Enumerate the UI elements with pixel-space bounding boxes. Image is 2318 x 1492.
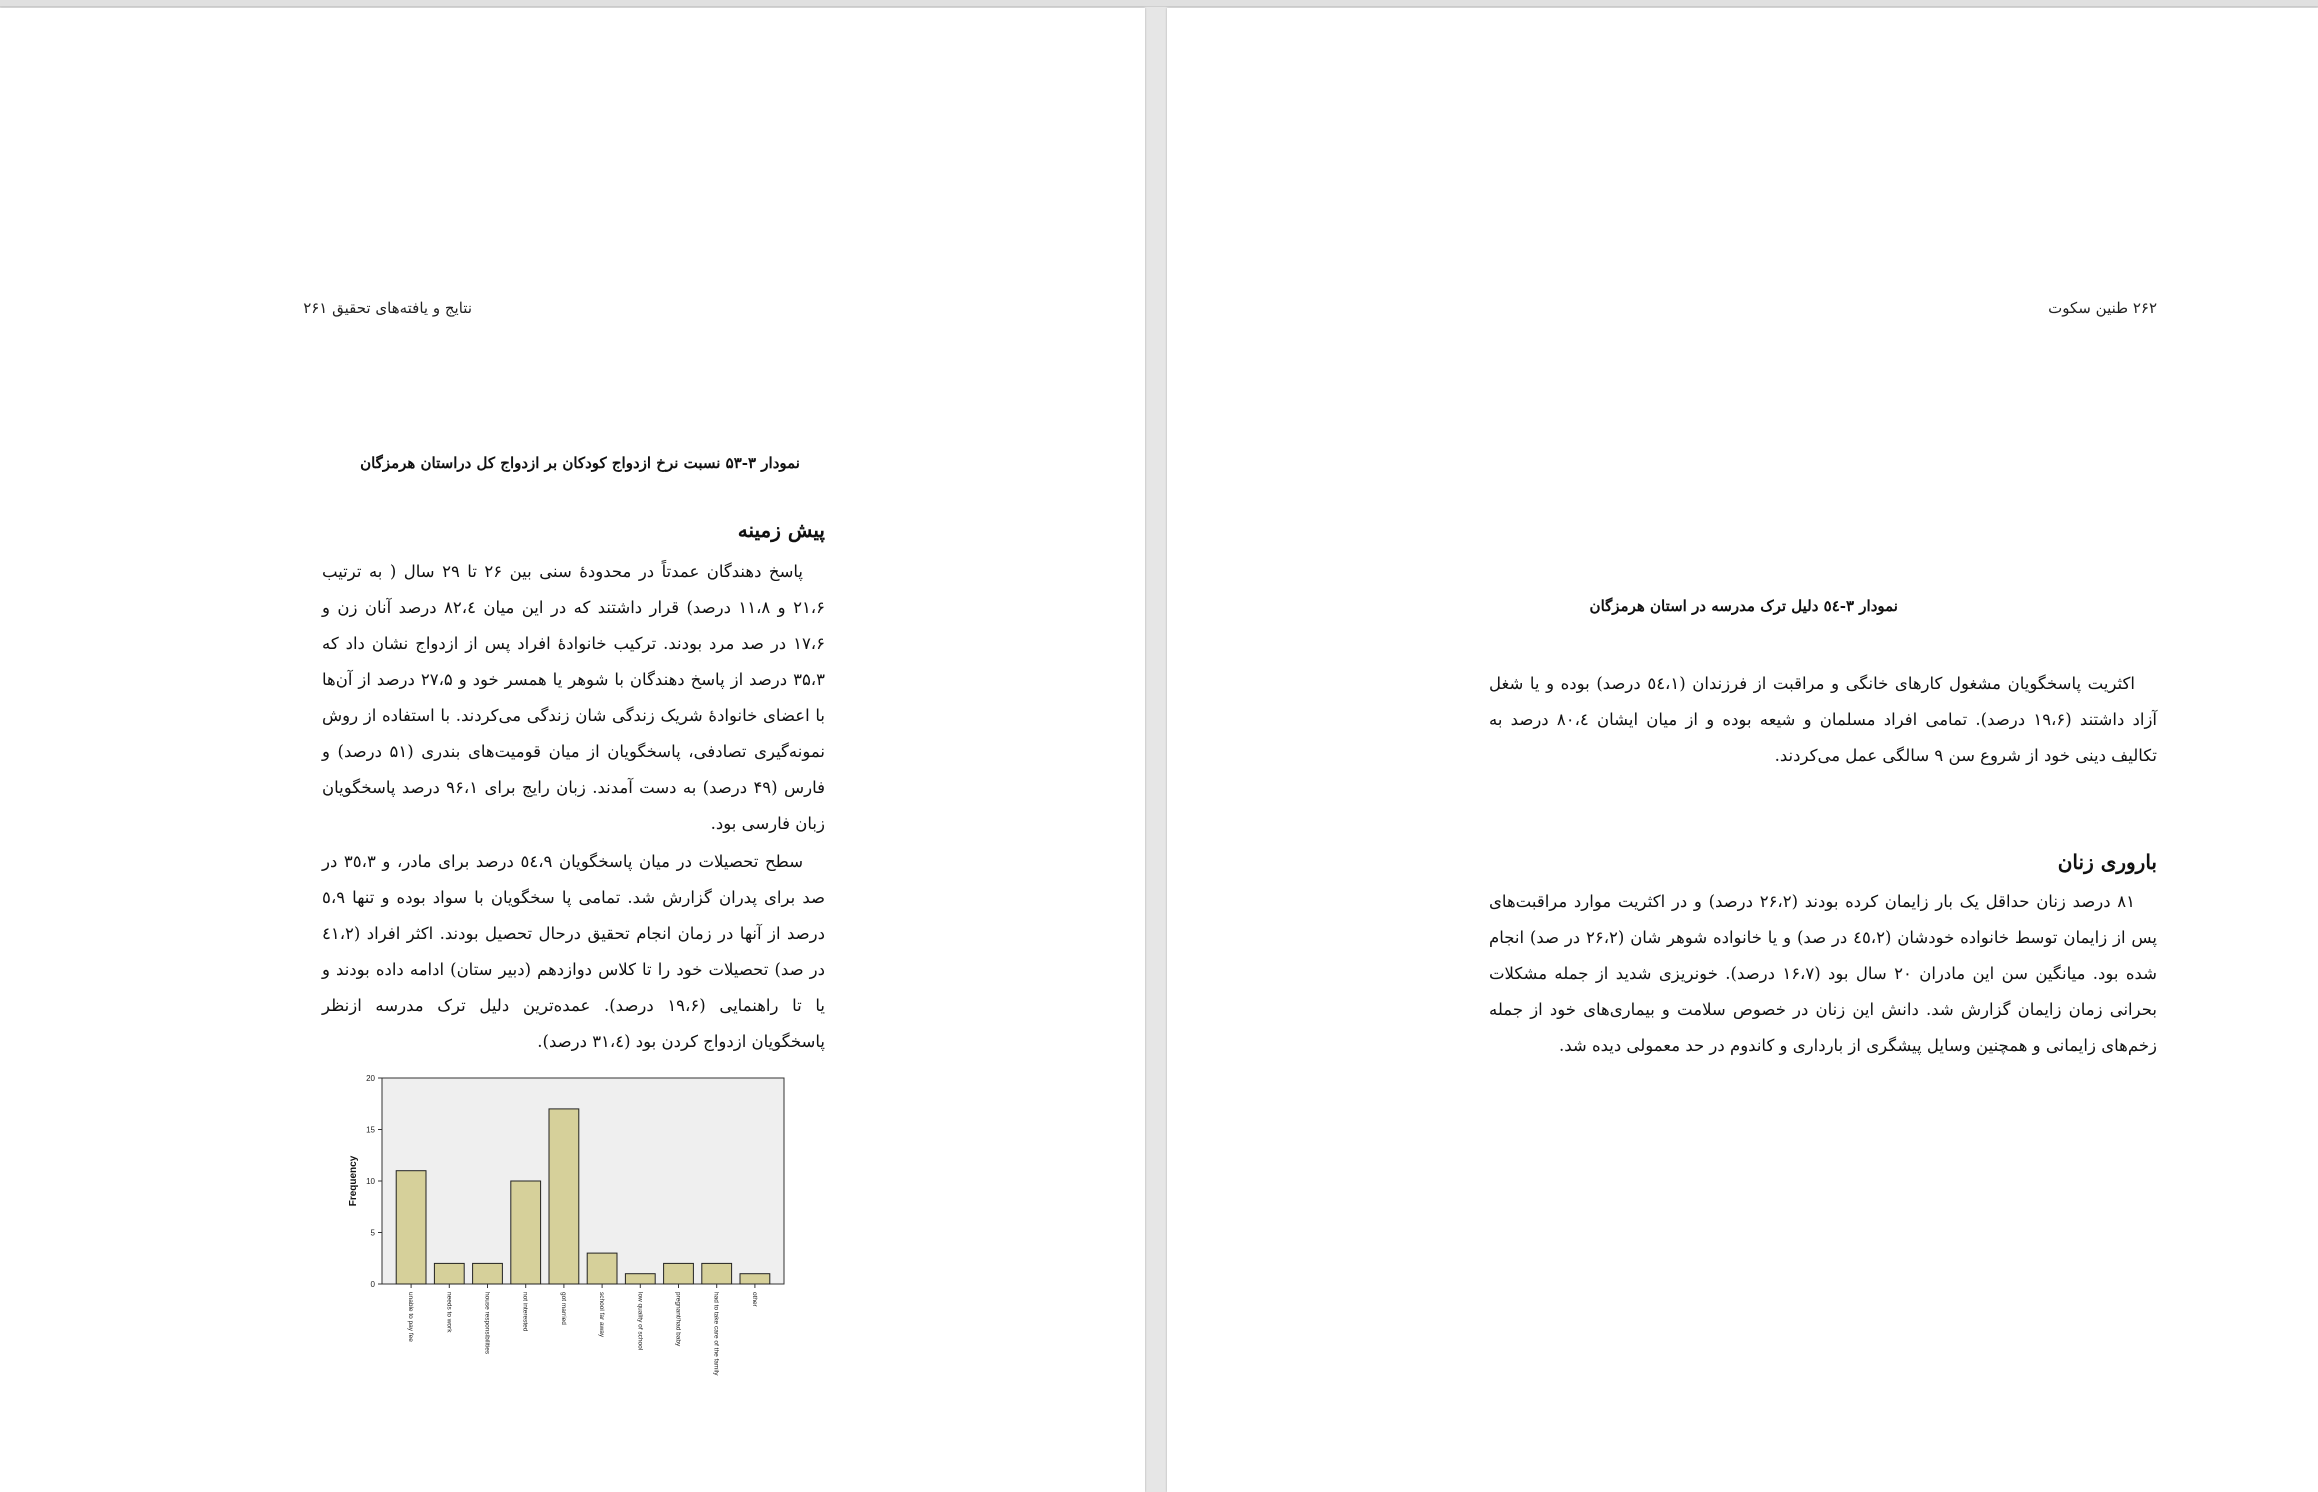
bar-3 xyxy=(473,1263,503,1284)
page-262 xyxy=(1167,8,2318,1492)
paragraph-text: سطح تحصیلات در میان پاسخگویان ٥٤،۹ درصد برای مادر، و ۳٥،۳ در صد برای پدران گزارش شد. تمامی پا سخگویان با سواد بوده و تنها ٥،۹ درصد از آنها در زمان انجام تحقیق درحال تحصیل بودند. اکثر افراد (٤۱،۲ در صد) تحصیلات خود را تا کلاس دوازدهم (دبیر ستان) ادامه داده بودند و یا تا راهنمایی (۱۹،۶ درصد). عمده‌ترین دلیل ترک مدرسه ازنظر پاسخگویان ازدواج کردن بود (۳۱،٤ درصد). xyxy=(322,852,825,1051)
x-tick-label: had to take care of the family xyxy=(712,1292,720,1376)
bar-6 xyxy=(587,1253,617,1284)
chart-svg xyxy=(344,1066,794,1406)
y-tick-label: 10 xyxy=(366,1177,375,1186)
x-tick-label: got married xyxy=(559,1292,567,1325)
y-axis-label: Frequency xyxy=(348,1155,359,1207)
section-heading-fertility: باروری زنان xyxy=(2057,850,2157,874)
figure-title-3-54: نمودار ۳-٥٤ دلیل ترک مدرسه در استان هرمزگان xyxy=(1589,597,1898,615)
x-tick-label: unable to pay fee xyxy=(407,1292,415,1342)
bar-2 xyxy=(434,1263,464,1284)
x-tick-label: not interested xyxy=(521,1292,529,1332)
bar-5 xyxy=(549,1109,579,1284)
bar-9 xyxy=(702,1263,732,1284)
bar-7 xyxy=(625,1274,655,1284)
y-tick-label: 0 xyxy=(370,1280,375,1289)
y-tick-label: 15 xyxy=(366,1125,375,1135)
page-header-left: نتایج و یافته‌های تحقیق ۲۶۱ xyxy=(303,299,472,317)
paragraph-text: اکثریت پاسخگویان مشغول کارهای خانگی و مراقبت از فرزندان (٥٤،۱ درصد) بوده و یا شغل آزاد داشتند (۱۹،۶ درصد). تمامی افراد مسلمان و شیعه بوده و از میان ایشان ۸۰،٤ درصد به تکالیف دینی خود از شروع سن ۹ سالگی عمل می‌کردند. xyxy=(1489,674,2157,765)
plot-area xyxy=(382,1078,784,1284)
paragraph-occupation xyxy=(1489,666,2157,774)
x-tick-label: low quality of school xyxy=(636,1292,644,1351)
viewer-toolbar-strip xyxy=(0,0,2318,7)
x-tick-label: school far away xyxy=(598,1292,606,1338)
bar-8 xyxy=(664,1263,694,1284)
paragraph-fertility xyxy=(1489,884,2157,1064)
bar-4 xyxy=(511,1181,541,1284)
paragraph-education xyxy=(322,844,825,1060)
x-tick-label: house responsibilities xyxy=(483,1292,491,1355)
figure-title-3-53: نمودار ۳-۵۳ نسبت نرخ ازدواج کودکان بر ازدواج کل دراستان هرمزگان xyxy=(360,454,800,472)
y-tick-label: 5 xyxy=(370,1228,375,1238)
bar-10 xyxy=(740,1274,770,1284)
paragraph-background-1 xyxy=(322,554,825,842)
x-tick-label: needs to work xyxy=(445,1292,453,1333)
bar-1 xyxy=(396,1171,426,1284)
page-header-right: ۲۶۲ طنین سکوت xyxy=(2048,299,2157,317)
section-heading-background: پیش زمینه xyxy=(737,518,825,542)
page-261 xyxy=(0,8,1145,1492)
school-dropout-bar-chart xyxy=(344,1066,794,1406)
x-tick-label: other xyxy=(750,1292,758,1307)
y-tick-label: 20 xyxy=(366,1074,375,1083)
paragraph-text: ۸۱ درصد زنان حداقل یک بار زایمان کرده بودند (۲۶،۲ درصد) و در اکثریت موارد مراقبت‌های پس از زایمان توسط خانواده خودشان (٤٥،۲ در صد) و یا خانواده شوهر شان (۲۶،۲ در صد) انجام شده بود. میانگین سن این مادران ۲۰ سال بود (۱۶،۷ درصد). خونریزی شدید از جمله مشکلات بحرانی زمان زایمان گزارش شد. دانش این زنان در خصوص سلامت و بیماری‌های خود از جمله زخم‌های زایمانی و همچنین وسایل پیشگری از بارداری و کاندوم در حد معمولی دیده شد. xyxy=(1489,892,2158,1055)
x-tick-label: pregnant/had baby xyxy=(674,1292,682,1347)
paragraph-text: پاسخ دهندگان عمدتاً در محدودهٔ سنی بین ۲۶ تا ۲۹ سال ( به ترتیب ۲۱،۶ و ۱۱،۸ درصد) قرار داشتند که در این میان ۸۲،٤ درصد آنان زن و ۱۷،۶ در صد مرد بودند. ترکیب خانوادهٔ افراد پس از ازدواج نشان داد که ۳۵،۳ درصد از پاسخ دهندگان با شوهر یا همسر خود و ۲۷،۵ درصد از آن‌ها با اعضای خانوادهٔ شریک زندگی شان زندگی می‌کردند. با استفاده از روش نمونه‌گیری تصادفی، پاسخگویان از میان قومیت‌های بندری (۵۱ درصد) و فارس (۴۹ درصد) به دست آمدند. زبان رایج برای ۹۶،۱ درصد پاسخگویان زبان فارسی بود. xyxy=(322,562,826,833)
